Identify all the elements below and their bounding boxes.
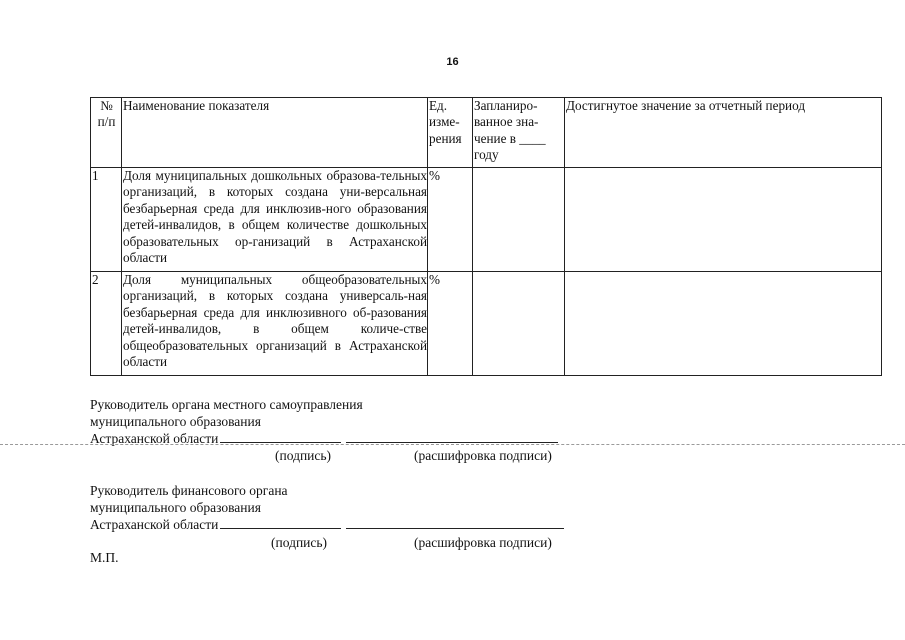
table-row [91,168,882,272]
header-number-line: п/п [97,114,116,130]
signature-caption: (подпись) [275,448,332,463]
signature-decode-caption: (расшифровка подписи) [414,535,552,550]
header-unit-line: изме- [429,114,460,130]
row-number: 1 [91,168,122,272]
header-number-line: № [100,98,113,113]
table-row [91,272,882,376]
header-unit-line: рения [429,130,462,146]
indicators-table [90,97,882,376]
row-planned-value [473,272,565,376]
page-number: 16 [446,56,459,68]
signature-block-finance [90,482,564,533]
header-planned-line: ванное зна- [474,114,539,130]
row-indicator-name: Доля муниципальных общеобразовательных организаций, в которых создана универсаль-ная безбарьерная среда для инклюзивного об-разования детей-инвалидов, в общем количе-стве общеобразовательных организаций в Астраханской области [122,272,428,376]
signature-title-line: муниципального образования [90,414,261,429]
row-number: 2 [91,272,122,376]
row-indicator-name: Доля муниципальных дошкольных образова-тельных организаций, в которых создана уни-версальная безбарьерная среда для инклюзив-ного образования детей-инвалидов, в общем количестве дошкольных образовательных ор-ганизаций в Астраханской области [122,168,428,272]
header-unit-line: Ед. [429,98,448,113]
row-planned-value [473,168,565,272]
signature-line [220,516,341,529]
header-number [91,98,122,168]
signature-title-line: муниципального образования [90,500,261,515]
signature-decode-line [346,516,564,529]
header-unit [428,98,473,168]
signature-decode-line [346,430,558,443]
signature-title-line: Астраханской области [90,517,219,532]
header-planned-value [473,98,565,168]
row-unit: % [428,168,473,272]
signature-title-line: Руководитель органа местного самоуправления [90,397,363,412]
signature-decode-caption: (расшифровка подписи) [414,448,552,463]
signature-title-line: Руководитель финансового органа [90,483,288,498]
row-achieved-value [565,168,882,272]
row-unit: % [428,272,473,376]
scan-fold-line [0,444,905,445]
header-planned-line: чение в ____ [474,130,546,146]
signature-title-line: Астраханской области [90,431,219,446]
stamp-label: М.П. [90,550,119,565]
header-indicator-name: Наименование показателя [122,98,428,168]
signature-line [220,430,341,443]
signature-caption: (подпись) [271,535,328,550]
header-planned-line: году [474,147,499,163]
row-achieved-value [565,272,882,376]
signature-block-local-government [90,396,558,447]
table-header-row [91,98,882,168]
header-planned-line: Запланиро- [474,98,538,113]
header-achieved-value: Достигнутое значение за отчетный период [565,98,882,168]
signature-title-row [90,516,564,533]
